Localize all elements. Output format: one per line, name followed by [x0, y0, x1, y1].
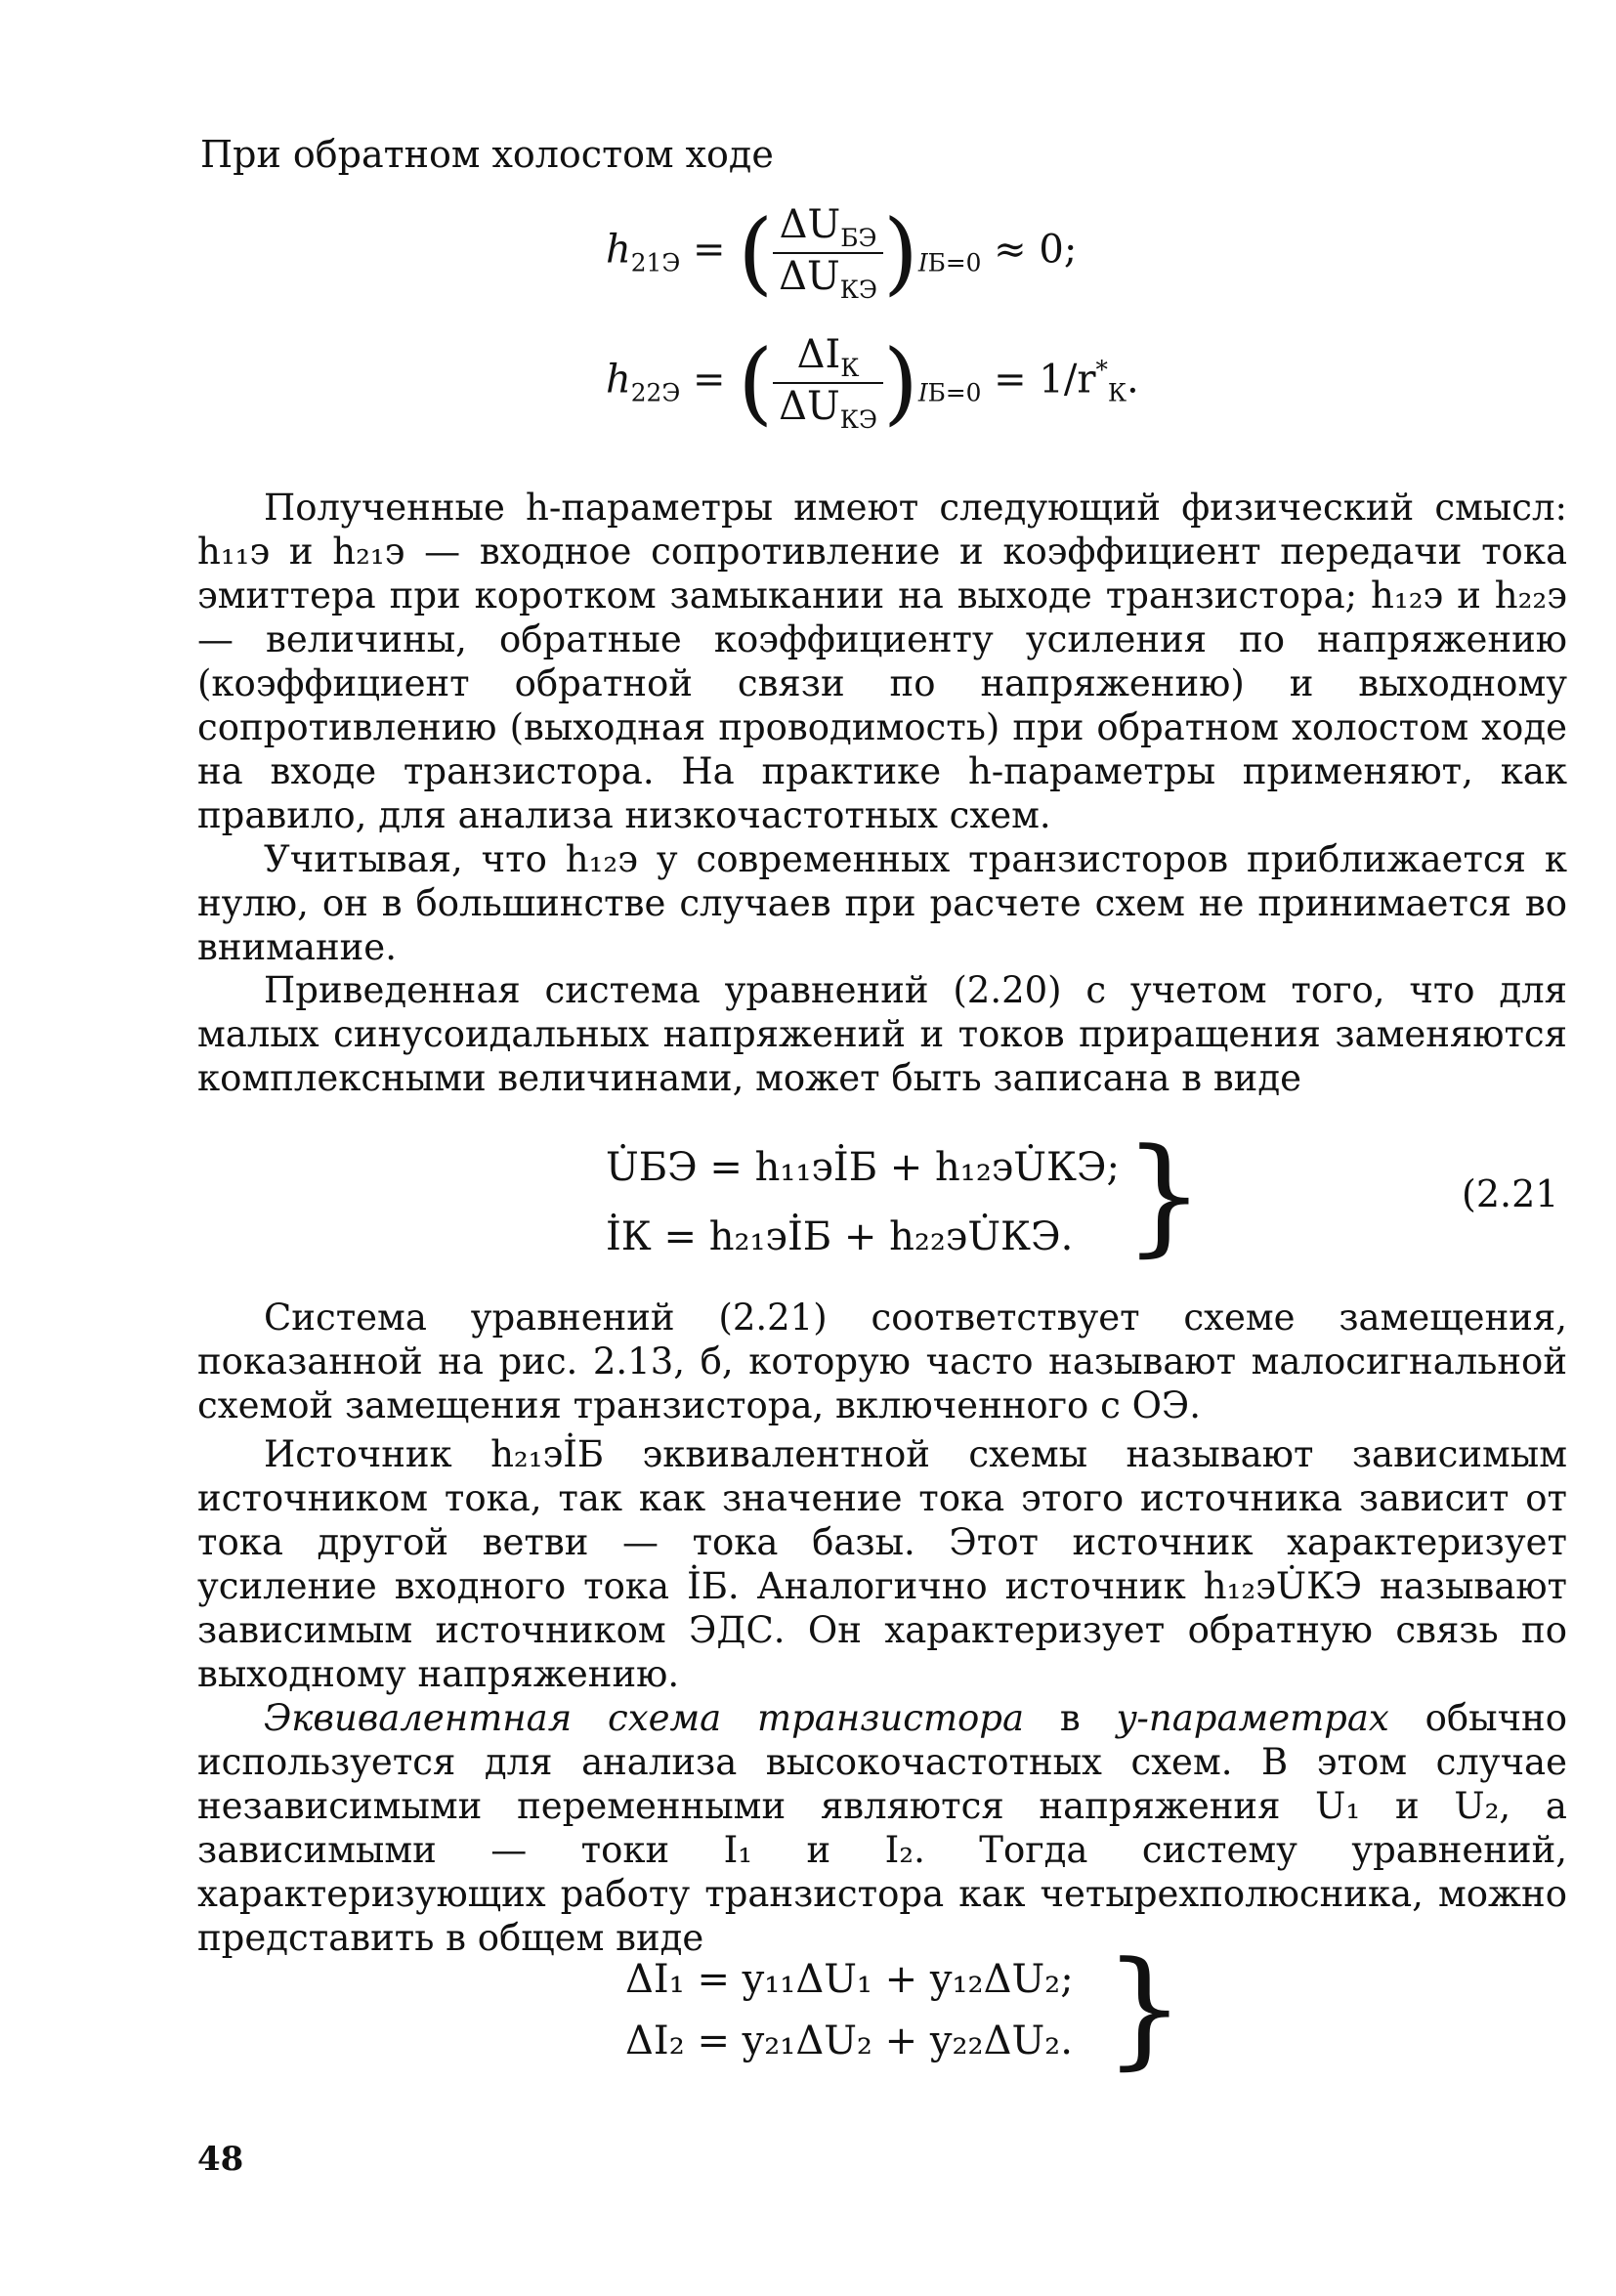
paragraph-system-220: Приведенная система уравнений (2.20) с учетом того, что для малых синусоидальных напряжений и токов приращения заменяются комплексными величинами, может быть записана в виде	[197, 969, 1567, 1099]
equation-y-line2: ΔI₂ = y₂₁ΔU₂ + y₂₂ΔU₂.	[625, 2019, 1073, 2063]
fraction-h21: $\frac{\Delta U_{БЭ}}{\Delta U_{КЭ}}$	[773, 202, 883, 304]
formula-h21: $h_{21Э}$ = ( $\frac{\Delta U_{БЭ}}{\Delta U_{КЭ}}$ )$_{IБ=0} \approx 0$;	[606, 200, 1078, 305]
paragraph-h12-negligible: Учитывая, что h₁₂э у современных транзисторов приближается к нулю, он в большинстве случаев при расчете схем не принимается во внимание.	[197, 838, 1567, 968]
intro-line: При обратном холостом ходе	[200, 133, 774, 176]
equation-number: (2.21	[1462, 1172, 1559, 1215]
paragraph-system-221: Система уравнений (2.21) соответствует схеме замещения, показанной на рис. 2.13, б, которую часто называют малосигнальной схемой замещения транзистора, включенного с ОЭ.	[197, 1297, 1567, 1426]
paragraph-y-params: Эквивалентная схема транзистора в y-параметрах обычно используется для анализа высокочастотных схем. В этом случае независимыми переменными являются напряжения U₁ и U₂, а зависимыми — токи I₁ и I₂. Тогда систему уравнений, характеризующих работу транзистора как четырехполюсника, можно представить в общем виде	[197, 1697, 1567, 1959]
formula-h22: $h_{22Э}$ = ( $\frac{\Delta I_К}{\Delta U_{КЭ}}$ )$_{IБ=0} = 1/r^*_К$.	[606, 330, 1139, 435]
equation-221-line1: U̇БЭ = h₁₁эİБ + h₁₂эU̇КЭ;	[606, 1145, 1121, 1190]
paragraph-dependent-source: Источник h₂₁эİБ эквивалентной схемы называют зависимым источником тока, так как значение тока этого источника зависит от тока другой ветви — тока базы. Этот источник характеризует усиление входного тока İБ. Аналогично источник h₁₂эU̇КЭ называют зависимым источником ЭДС. Он характеризует обратную связь по выходному напряжению.	[197, 1433, 1567, 1695]
right-brace: }	[1124, 1121, 1205, 1269]
fraction-h22: $\frac{\Delta I_К}{\Delta U_{КЭ}}$	[773, 332, 883, 434]
equation-221-line2: İК = h₂₁эİБ + h₂₂эU̇КЭ.	[606, 1214, 1074, 1259]
page-number: 48	[197, 2140, 244, 2179]
paragraph-h-params-meaning: Полученные h-параметры имеют следующий физический смысл: h₁₁э и h₂₁э — входное сопротивление и коэффициент передачи тока эмиттера при коротком замыкании на выходе транзистора; h₁₂э и h₂₂э — величины, обратные коэффициенту усиления по напряжению (коэффициент обратной связи по напряжению) и выходному сопротивлению (выходная проводимость) при обратном холостом ходе на входе транзистора. На практике h-параметры применяют, как правило, для анализа низкочастотных схем.	[197, 487, 1567, 836]
equation-y-line1: ΔI₁ = y₁₁ΔU₁ + y₁₂ΔU₂;	[625, 1957, 1074, 2002]
right-brace-y: }	[1104, 1934, 1185, 2082]
